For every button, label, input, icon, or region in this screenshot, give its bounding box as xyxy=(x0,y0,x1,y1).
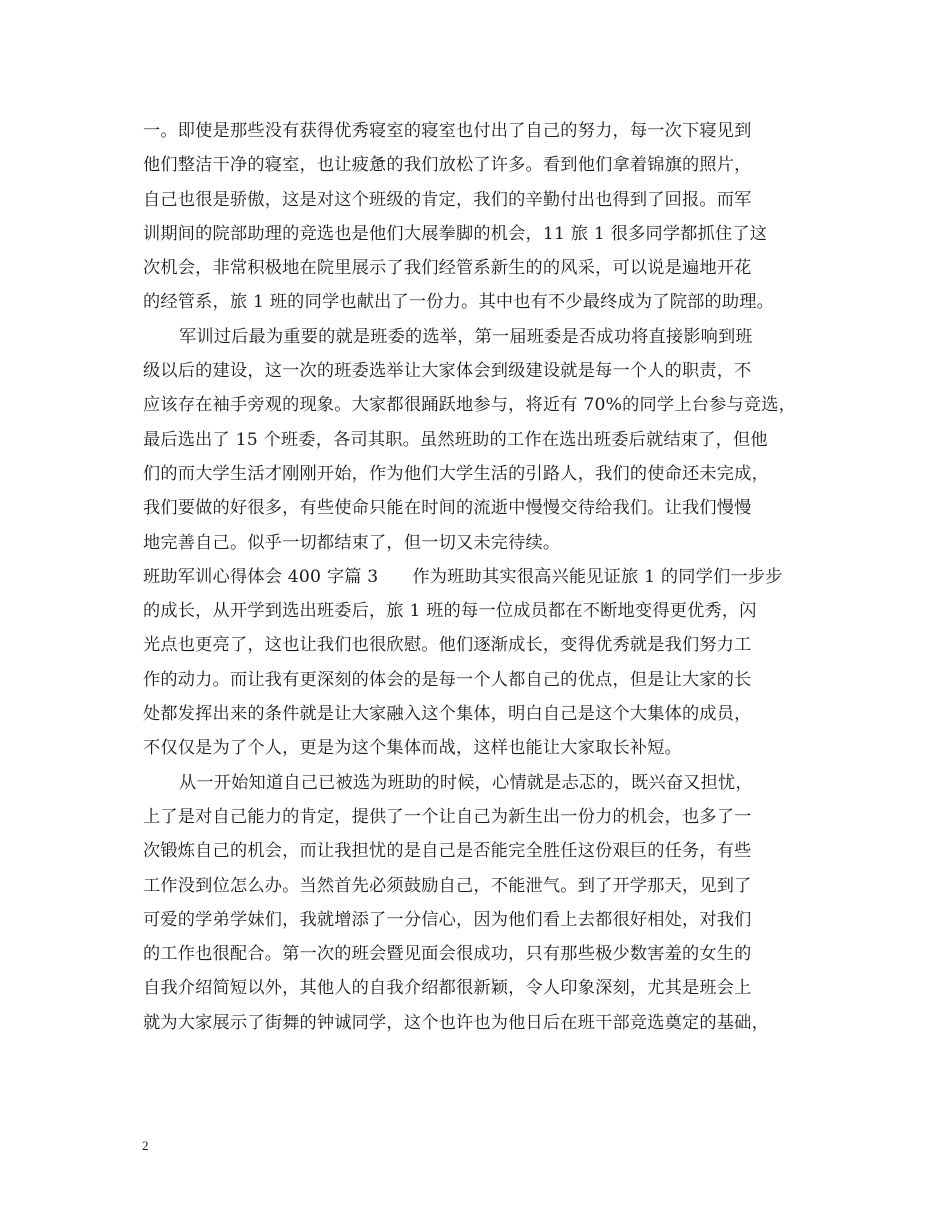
paragraph-start-line: 军训过后最为重要的就是班委的选举，第一届班委是否成功将直接影响到班 xyxy=(179,326,753,347)
text-line: 光点也更亮了，这也让我们也很欣慰。他们逐渐成长，变得优秀就是我们努力工 xyxy=(143,635,752,656)
page-number: 2 xyxy=(142,1138,149,1153)
text-line: 应该存在袖手旁观的现象。大家都很踊跃地参与，将近有 70%的同学上台参与竞选， xyxy=(143,395,797,416)
section-first-sentence: 作为班助其实很高兴能见证旅 1 的同学们一步步 xyxy=(412,566,783,587)
text-line: 就为大家展示了街舞的钟诚同学，这个也许也为他日后在班干部竞选奠定的基础， xyxy=(143,1012,769,1033)
text-line: 的工作也很配合。第一次的班会暨见面会很成功，只有那些极少数害羞的女生的 xyxy=(143,944,752,965)
text-line: 一。即使是那些没有获得优秀寝室的寝室也付出了自己的努力，每一次下寝见到 xyxy=(143,121,752,141)
text-line: 次机会，非常积极地在院里展示了我们经管系新生的的风采，可以说是遍地开花 xyxy=(143,258,752,279)
text-line: 最后选出了 15 个班委，各司其职。虽然班助的工作在选出班委后就结束了，但他 xyxy=(143,429,768,450)
text-line: 训期间的院部助理的竞选也是他们大展拳脚的机会，11 旅 1 很多同学都抓住了这 xyxy=(143,223,768,244)
text-line: 作的动力。而让我有更深刻的体会的是每一个人都自己的优点，但是让大家的长 xyxy=(143,669,752,690)
text-line: 次锻炼自己的机会，而让我担忧的是自己是否能完全胜任这份艰巨的任务，有些 xyxy=(143,841,752,862)
text-line: 工作没到位怎么办。当然首先必须鼓励自己，不能泄气。到了开学那天，见到了 xyxy=(143,875,752,896)
section-heading-line xyxy=(143,560,833,594)
text-line: 自我介绍简短以外，其他人的自我介绍都很新颖，令人印象深刻，尤其是班会上 xyxy=(143,978,752,999)
text-line: 地完善自己。似乎一切都结束了，但一切又未完待续。 xyxy=(143,532,561,553)
text-line: 级以后的建设，这一次的班委选举让大家体会到级建设就是每一个人的职责，不 xyxy=(143,361,752,382)
text-line: 不仅仅是为了个人，更是为这个集体而战，这样也能让大家取长补短。 xyxy=(143,738,683,759)
text-line: 他们整洁干净的寝室，也让疲惫的我们放松了许多。看到他们拿着锦旗的照片， xyxy=(143,155,752,176)
section-heading: 班助军训心得体会 400 字篇 3 xyxy=(143,566,379,587)
text-line: 们的而大学生活才刚刚开始，作为他们大学生活的引路人，我们的使命还未完成， xyxy=(143,463,769,484)
text-line: 我们要做的好很多，有些使命只能在时间的流逝中慢慢交待给我们。让我们慢慢 xyxy=(143,498,752,519)
text-line: 的成长，从开学到选出班委后，旅 1 班的每一位成员都在不断地变得更优秀，闪 xyxy=(143,601,757,622)
paragraph-start-line: 从一开始知道自己已被选为班助的时候，心情就是忐忑的，既兴奋又担忧， xyxy=(179,772,753,793)
text-line: 可爱的学弟学妹们，我就增添了一分信心，因为他们看上去都很好相处，对我们 xyxy=(143,909,752,930)
text-line: 自己也很是骄傲，这是对这个班级的肯定，我们的辛勤付出也得到了回报。而军 xyxy=(143,189,752,210)
text-line: 处都发挥出来的条件就是让大家融入这个集体，明白自己是这个大集体的成员， xyxy=(143,704,752,725)
text-line: 上了是对自己能力的肯定，提供了一个让自己为新生出一份力的机会，也多了一 xyxy=(143,806,752,827)
text-line: 的经管系，旅 1 班的同学也献出了一份力。其中也有不少最终成为了院部的助理。 xyxy=(143,292,775,313)
body-text xyxy=(143,114,833,1040)
